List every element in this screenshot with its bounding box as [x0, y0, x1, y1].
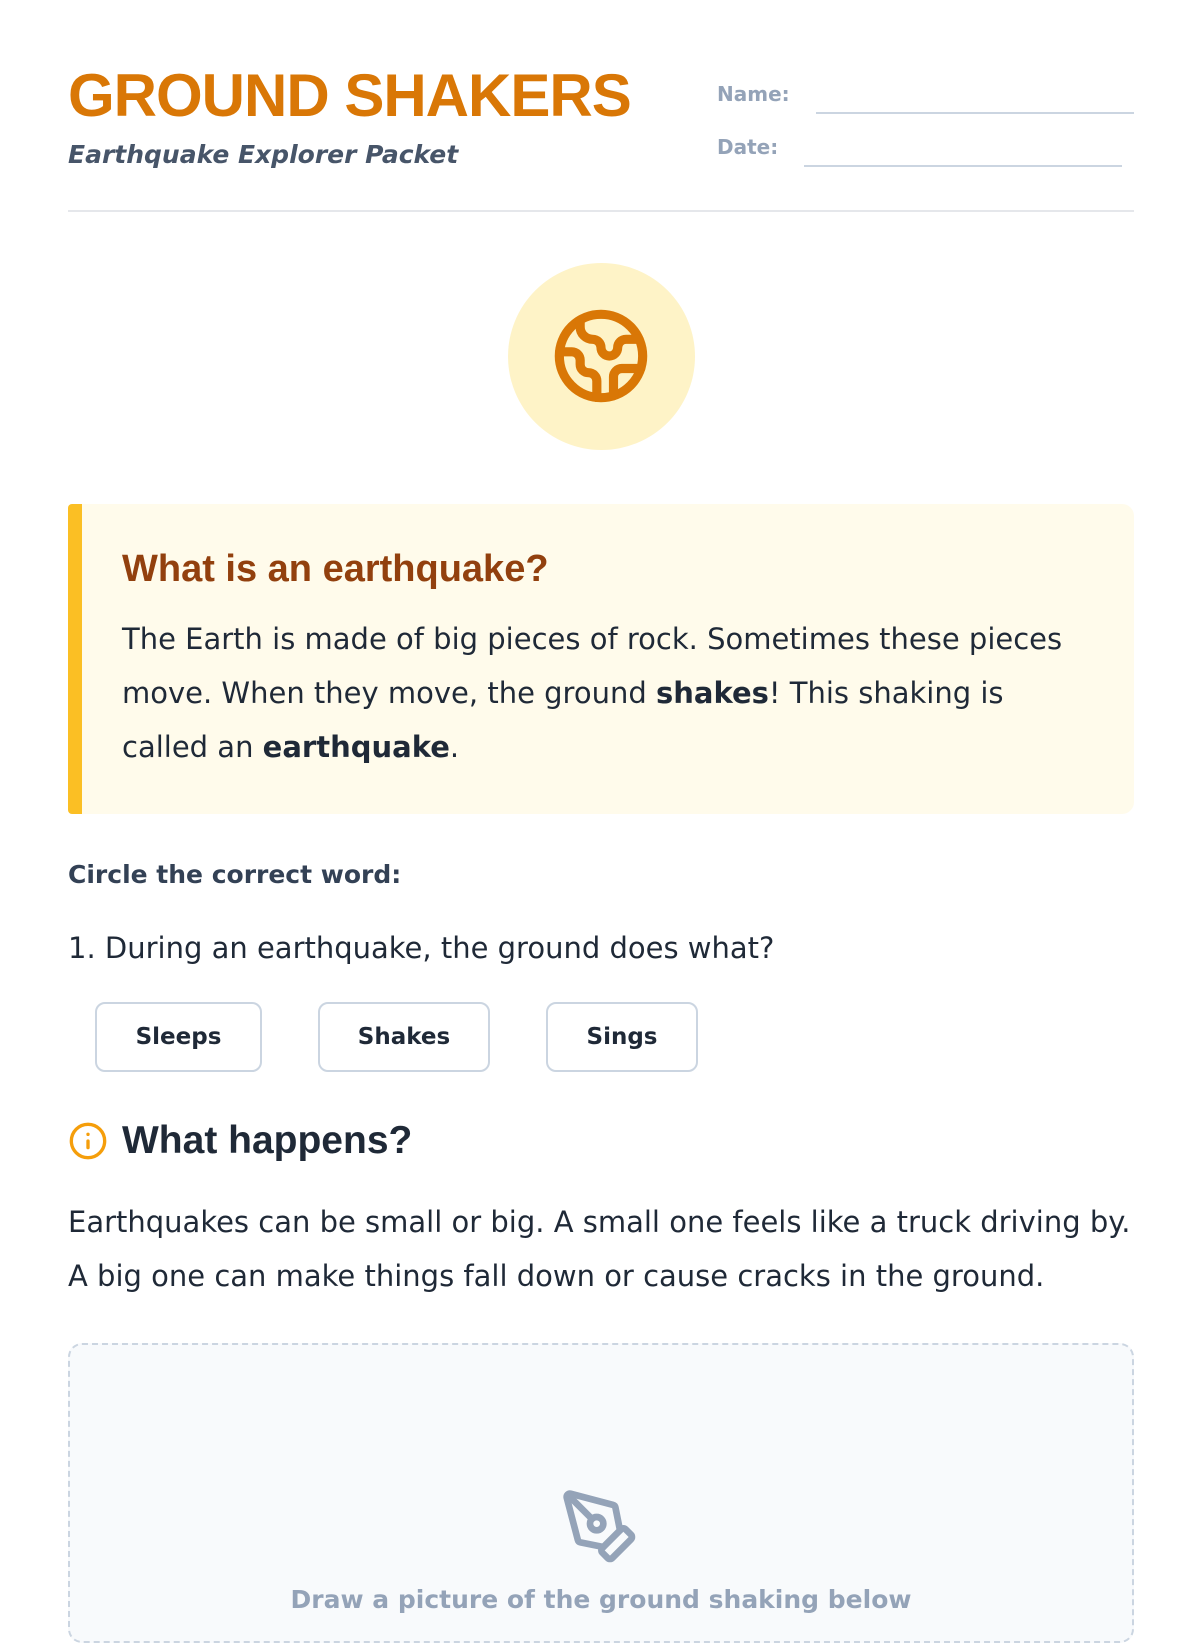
quiz-question: 1. During an earthquake, the ground does what? — [68, 931, 775, 965]
drawing-area[interactable] — [68, 1343, 1134, 1643]
section-header — [68, 1118, 412, 1164]
pen-tool-icon — [560, 1487, 640, 1567]
definition-text-part: The Earth is made of big pieces of rock. Sometimes these pieces move. When they move, the ground — [122, 622, 1063, 710]
date-field[interactable] — [804, 165, 1122, 167]
keyword-earthquake: earthquake — [262, 730, 450, 764]
definition-box — [68, 504, 1134, 814]
name-label: Name: — [717, 82, 790, 106]
name-field[interactable] — [816, 112, 1134, 114]
definition-text-part: . — [449, 730, 460, 764]
page-title: GROUND SHAKERS — [68, 62, 631, 129]
worksheet-header — [68, 0, 1134, 212]
quiz-instruction: Circle the correct word: — [68, 860, 402, 889]
worksheet-page — [68, 0, 1134, 1614]
keyword-shakes: shakes — [655, 676, 769, 710]
definition-title: What is an earthquake? — [122, 548, 549, 590]
option-shakes[interactable]: Shakes — [318, 1002, 490, 1072]
option-sings[interactable]: Sings — [546, 1002, 698, 1072]
section-paragraph: Earthquakes can be small or big. A small one feels like a truck driving by. A big one can make things fall down or cause cracks in the ground. — [68, 1205, 1131, 1293]
definition-text — [122, 612, 1082, 774]
section-title: What happens? — [122, 1119, 413, 1162]
globe-icon — [551, 306, 651, 406]
date-label: Date: — [717, 135, 779, 159]
page-subtitle: Earthquake Explorer Packet — [68, 140, 459, 169]
info-icon — [68, 1121, 108, 1161]
globe-badge — [508, 263, 695, 450]
definition-text-part: ! This shaking is called an — [122, 676, 1004, 764]
drawing-caption: Draw a picture of the ground shaking below — [290, 1585, 912, 1614]
option-sleeps[interactable]: Sleeps — [95, 1002, 262, 1072]
